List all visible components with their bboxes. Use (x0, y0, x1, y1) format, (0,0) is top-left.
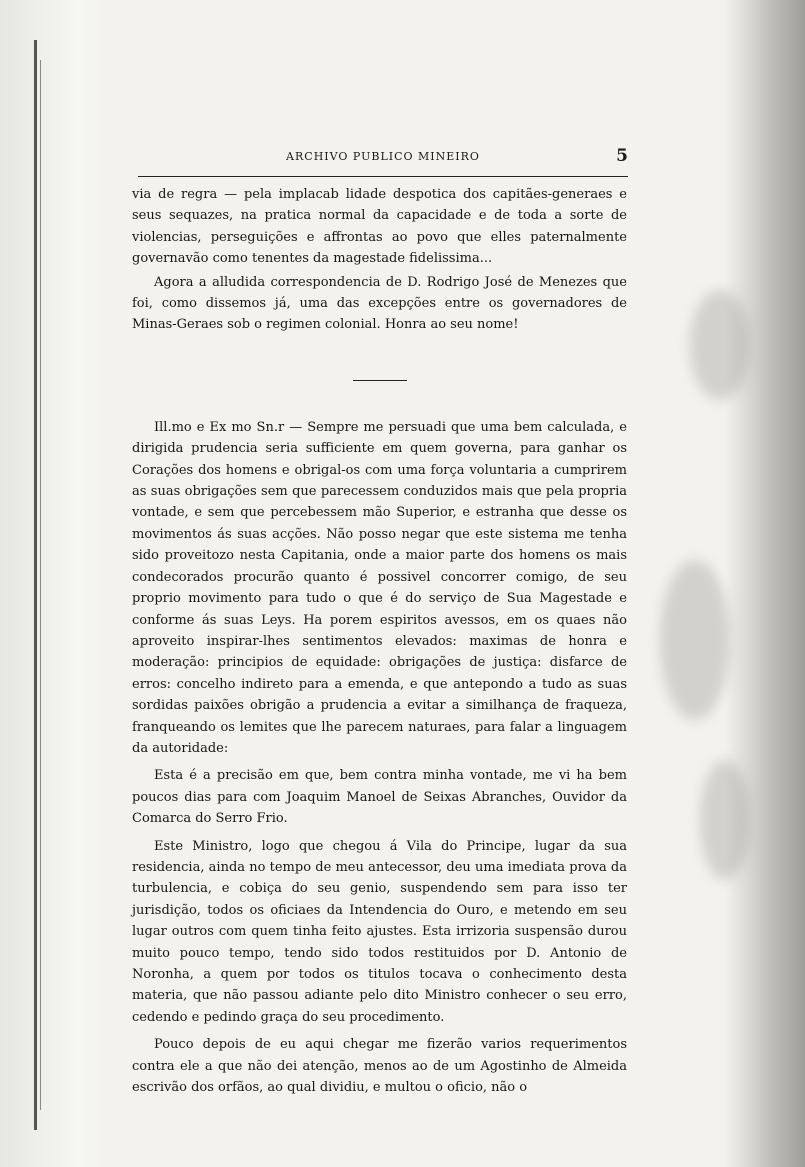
page-right-edge (725, 0, 805, 1167)
section-divider (353, 380, 407, 381)
paragraph: via de regra — pela implacab lidade despotica dos capitães-generaes e seus sequazes, na pratica normal da capacidade e de toda a sorte de violencias, perseguições e affrontas ao povo que elles paternalmente governavão como tenentes da magestade fidelissima... (132, 187, 627, 267)
letter-paragraph: Esta é a precisão em que, bem contra minha vontade, me vi ha bem poucos dias para com Joaquim Manoel de Seixas Abranches, Ouvidor da Comarca do Serro Frio. (132, 768, 627, 827)
letter-paragraph: Este Ministro, logo que chegou á Vila do Principe, lugar da sua residencia, ainda no tempo de meu antecessor, deu uma imediata prova da turbulencia, e cobiça do seu genio, suspendendo sem para isso ter jurisdição, todos os oficiaes da Intendencia do Ouro, e metendo em seu lugar outros com quem tinha feito ajustes. Esta irrizoria suspensão durou muito pouco tempo, tendo sido todos restituidos por D. Antonio de Noronha, a quem por todos os titulos tocava o conhecimento desta materia, que não passou adiante pelo dito Ministro conhecer o seu erro, cedendo e pedindo graça do seu procedimento. (132, 838, 627, 1025)
binding-edge-line-secondary (40, 60, 41, 1110)
stain (690, 290, 750, 400)
binding-shadow (0, 0, 110, 1167)
page-number: 5 (616, 146, 628, 166)
stain (700, 760, 750, 880)
paragraph: Agora a alludida correspondencia de D. Rodrigo José de Menezes que foi, como dissemos já, uma das excepções entre os governadores de Minas-Geraes sob o regimen colonial. Honra ao seu nome! (132, 274, 627, 333)
stain (660, 560, 730, 720)
body-text (132, 184, 627, 1098)
binding-edge-line (34, 40, 37, 1130)
letter-paragraph: Ill.mo e Ex mo Sn.r — Sempre me persuadi que uma bem calculada, e dirigida prudencia seria sufficiente em quem governa, para ganhar os Corações dos homens e obrigal-os com uma força voluntaria a cumprirem as suas obrigações sem que parecessem conduzidos mais que pela propria vontade, e sem que percebessem mão Superior, e estranha que desse os movimentos ás suas acções. Não posso negar que este sistema me tenha sido proveitozo nesta Capitania, onde a maior parte dos homens os mais condecorados procurão quanto é possivel concorrer comigo, de seu proprio movimento para tudo o que é do serviço de Sua Magestade e conforme ás suas Leys. Ha porem espiritos avessos, em os quaes não aproveito inspirar-lhes sentimentos elevados: maximas de honra e moderação: principios de equidade: obrigações de justiça: disfarce de erros: concelho indireto para a emenda, e que antepondo a tudo as suas sordidas paixões obrigão a prudencia a evitar a similhança de fraqueza, franqueando os lemites que lhe parecem naturaes, para falar a linguagem da autoridade: (132, 419, 627, 756)
running-title: ARCHIVO PUBLICO MINEIRO (286, 150, 480, 163)
header-rule (138, 176, 628, 177)
running-header (138, 146, 628, 172)
letter-paragraph: Pouco depois de eu aqui chegar me fizerão varios requerimentos contra ele a que não dei atenção, menos ao de um Agostinho de Almeida escrivão dos orfãos, ao qual dividiu, e multou o oficio, não o (132, 1037, 627, 1096)
